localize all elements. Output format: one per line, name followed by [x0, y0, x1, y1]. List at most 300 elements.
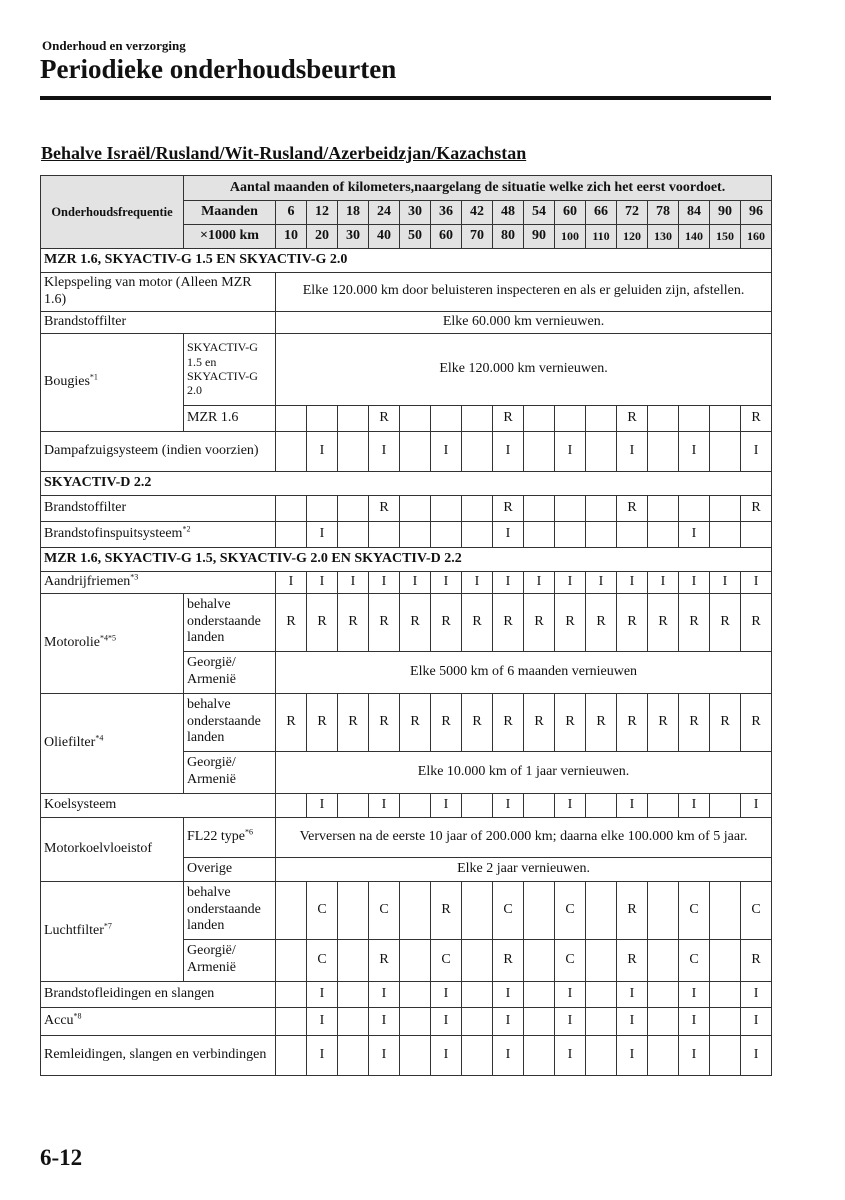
- schedule-cell-text: I: [753, 573, 759, 589]
- schedule-cell: [555, 521, 586, 547]
- schedule-cell-text: R: [565, 613, 575, 629]
- sub-label-text: Georgië/ Armenië: [187, 943, 236, 976]
- schedule-cell-text: I: [691, 985, 697, 1001]
- schedule-cell: [493, 793, 524, 817]
- title-rule: [40, 96, 771, 100]
- km-value-text: 110: [592, 229, 610, 244]
- interval-note-text: Elke 2 jaar vernieuwen.: [457, 860, 591, 876]
- schedule-cell-text: R: [441, 713, 451, 729]
- schedule-cell-text: I: [536, 573, 542, 589]
- schedule-cell-text: I: [381, 442, 387, 458]
- km-value-text: 50: [408, 228, 422, 244]
- schedule-cell: [431, 1007, 462, 1035]
- schedule-cell-text: R: [441, 613, 451, 629]
- schedule-cell-text: I: [691, 796, 697, 812]
- schedule-cell: [555, 981, 586, 1007]
- schedule-cell: [493, 405, 524, 431]
- sub-label-text: Georgië/ Armenië: [187, 755, 236, 788]
- table-row: [41, 521, 772, 547]
- schedule-cell-text: I: [629, 985, 635, 1001]
- schedule-cell: [741, 1007, 772, 1035]
- schedule-cell-text: R: [379, 713, 389, 729]
- schedule-cell-text: I: [505, 1012, 511, 1028]
- schedule-cell: [555, 939, 586, 981]
- table-row: [41, 593, 772, 651]
- schedule-cell: [338, 981, 369, 1007]
- schedule-cell-text: I: [691, 1046, 697, 1062]
- schedule-cell-text: I: [753, 1012, 759, 1028]
- km-value: [338, 225, 369, 249]
- month-value-text: 72: [625, 204, 639, 220]
- schedule-cell: [369, 881, 400, 939]
- km-value: [307, 225, 338, 249]
- item-label-text: Accu: [44, 1012, 74, 1028]
- schedule-cell: [679, 405, 710, 431]
- schedule-cell: [276, 495, 307, 521]
- item-label-text: Brandstofinspuitsysteem: [44, 525, 183, 541]
- schedule-cell: [555, 571, 586, 593]
- schedule-cell-text: I: [753, 796, 759, 812]
- schedule-cell: [555, 431, 586, 471]
- schedule-cell: [369, 495, 400, 521]
- item-label-text: Klepspeling van motor (Alleen MZR 1.6): [44, 275, 252, 307]
- schedule-cell-text: I: [567, 985, 573, 1001]
- footnote-marker: *6: [244, 827, 253, 837]
- schedule-cell: [524, 793, 555, 817]
- sub-label-text: FL22 type: [187, 828, 245, 844]
- schedule-cell-text: R: [286, 713, 296, 729]
- schedule-cell-text: I: [443, 442, 449, 458]
- schedule-cell-text: R: [596, 713, 606, 729]
- footnote-marker: *3: [130, 572, 139, 582]
- schedule-cell-text: C: [379, 901, 389, 917]
- schedule-cell: [400, 521, 431, 547]
- schedule-cell: [741, 981, 772, 1007]
- schedule-cell-text: R: [565, 713, 575, 729]
- month-value-text: 66: [594, 204, 608, 220]
- schedule-cell: [648, 881, 679, 939]
- month-value-text: 36: [439, 204, 453, 220]
- schedule-cell: [400, 495, 431, 521]
- schedule-cell-text: C: [565, 901, 575, 917]
- schedule-cell-text: I: [629, 796, 635, 812]
- sub-label: [184, 857, 276, 881]
- schedule-cell: [586, 495, 617, 521]
- month-value: [679, 201, 710, 225]
- schedule-cell: [369, 981, 400, 1007]
- schedule-cell-text: R: [379, 499, 389, 515]
- schedule-cell-text: R: [627, 409, 637, 425]
- schedule-cell: [648, 939, 679, 981]
- schedule-cell: [679, 1007, 710, 1035]
- km-value: [524, 225, 555, 249]
- schedule-cell: [524, 939, 555, 981]
- schedule-cell: [586, 981, 617, 1007]
- schedule-cell-text: I: [567, 573, 573, 589]
- section-header: [41, 547, 772, 571]
- km-value-text: 60: [439, 228, 453, 244]
- schedule-cell: [431, 593, 462, 651]
- schedule-cell-text: C: [565, 951, 575, 967]
- schedule-cell: [710, 981, 741, 1007]
- footnote-marker: *7: [103, 921, 112, 931]
- schedule-cell: [493, 981, 524, 1007]
- sub-label: [184, 939, 276, 981]
- sub-label-text: SKYACTIV-G 1.5 en SKYACTIV-G 2.0: [187, 340, 258, 398]
- month-value: [741, 201, 772, 225]
- schedule-cell: [710, 793, 741, 817]
- schedule-cell-text: R: [689, 713, 699, 729]
- schedule-cell: [741, 793, 772, 817]
- schedule-cell-text: I: [505, 985, 511, 1001]
- schedule-cell: [524, 495, 555, 521]
- km-value: [555, 225, 586, 249]
- schedule-cell: [617, 1007, 648, 1035]
- schedule-cell: [369, 793, 400, 817]
- schedule-cell-text: I: [412, 573, 418, 589]
- schedule-cell-text: I: [691, 442, 697, 458]
- schedule-cell: [617, 431, 648, 471]
- schedule-cell: [400, 693, 431, 751]
- schedule-cell: [431, 521, 462, 547]
- schedule-cell-text: R: [441, 901, 451, 917]
- schedule-cell: [369, 1035, 400, 1075]
- schedule-cell: [369, 521, 400, 547]
- schedule-cell: [555, 793, 586, 817]
- table-row: [41, 249, 772, 273]
- month-value-text: 12: [315, 204, 329, 220]
- interval-note: [276, 273, 772, 312]
- item-label-text: Motorkoelvloeistof: [44, 840, 153, 856]
- sub-label-text: behalve onderstaande landen: [187, 596, 261, 646]
- schedule-cell-text: R: [348, 613, 358, 629]
- item-label: [41, 521, 276, 547]
- item-label-text: Brandstofleidingen en slangen: [44, 985, 215, 1001]
- schedule-cell: [586, 521, 617, 547]
- section-header-text: MZR 1.6, SKYACTIV-G 1.5, SKYACTIV-G 2.0 EN SKYACTIV-D 2.2: [44, 550, 462, 566]
- interval-note: [276, 651, 772, 693]
- schedule-cell-text: I: [381, 1012, 387, 1028]
- schedule-cell-text: R: [472, 713, 482, 729]
- schedule-cell: [555, 881, 586, 939]
- schedule-cell: [276, 693, 307, 751]
- schedule-cell-text: R: [503, 499, 513, 515]
- schedule-cell: [617, 939, 648, 981]
- schedule-cell: [710, 1035, 741, 1075]
- item-label-text: Oliefilter: [44, 734, 96, 750]
- km-value: [617, 225, 648, 249]
- schedule-cell-text: R: [379, 409, 389, 425]
- item-label: [41, 495, 276, 521]
- schedule-cell-text: I: [319, 525, 325, 541]
- schedule-cell-text: I: [381, 796, 387, 812]
- table-row: [41, 817, 772, 857]
- schedule-cell: [369, 593, 400, 651]
- schedule-cell: [648, 431, 679, 471]
- sub-label: [184, 693, 276, 751]
- schedule-cell-text: R: [720, 713, 730, 729]
- schedule-cell-text: I: [629, 442, 635, 458]
- interval-note: [276, 333, 772, 405]
- schedule-cell: [307, 881, 338, 939]
- schedule-cell-text: I: [691, 573, 697, 589]
- schedule-cell-text: I: [629, 1012, 635, 1028]
- km-value-text: 150: [716, 229, 734, 244]
- schedule-cell-text: I: [505, 573, 511, 589]
- months-label-text: Maanden: [201, 204, 258, 220]
- frequency-header: [41, 176, 184, 249]
- schedule-cell: [741, 1035, 772, 1075]
- item-label: [41, 793, 276, 817]
- schedule-cell: [400, 939, 431, 981]
- schedule-cell-text: R: [348, 713, 358, 729]
- month-value: [586, 201, 617, 225]
- schedule-cell: [617, 693, 648, 751]
- month-value-text: 48: [501, 204, 515, 220]
- item-label-text: Brandstoffilter: [44, 499, 127, 515]
- schedule-cell: [555, 1035, 586, 1075]
- schedule-cell-text: R: [751, 613, 761, 629]
- sub-label: [184, 751, 276, 793]
- interval-note-text: Elke 60.000 km vernieuwen.: [442, 313, 605, 329]
- km-value-text: 10: [284, 228, 298, 244]
- schedule-cell: [400, 793, 431, 817]
- table-row: [41, 547, 772, 571]
- schedule-cell: [276, 593, 307, 651]
- schedule-cell: [586, 593, 617, 651]
- month-value-text: 30: [408, 204, 422, 220]
- schedule-cell: [555, 1007, 586, 1035]
- km-value-text: 70: [470, 228, 484, 244]
- footnote-marker: *4*5: [100, 633, 116, 643]
- schedule-cell-text: I: [567, 1046, 573, 1062]
- schedule-cell: [338, 1007, 369, 1035]
- schedule-cell-text: C: [317, 901, 327, 917]
- schedule-cell-text: I: [381, 1046, 387, 1062]
- table-row: [41, 431, 772, 471]
- schedule-cell: [524, 881, 555, 939]
- page-number: 6-12: [40, 1145, 83, 1170]
- schedule-cell-text: R: [751, 409, 761, 425]
- schedule-cell: [276, 431, 307, 471]
- schedule-cell: [276, 521, 307, 547]
- schedule-cell-text: I: [505, 1046, 511, 1062]
- schedule-cell: [400, 431, 431, 471]
- schedule-cell: [493, 593, 524, 651]
- interval-note: [276, 817, 772, 857]
- km-label-text: ×1000 km: [200, 228, 259, 244]
- schedule-cell-text: I: [629, 1046, 635, 1062]
- km-value-text: 80: [501, 228, 515, 244]
- month-value: [555, 201, 586, 225]
- schedule-cell: [679, 981, 710, 1007]
- schedule-cell: [617, 1035, 648, 1075]
- schedule-cell-text: I: [319, 796, 325, 812]
- month-value-text: 54: [532, 204, 546, 220]
- schedule-cell: [710, 881, 741, 939]
- schedule-cell: [462, 1035, 493, 1075]
- schedule-cell-text: I: [474, 573, 480, 589]
- schedule-cell: [586, 881, 617, 939]
- schedule-cell-text: I: [691, 525, 697, 541]
- months-label: [184, 201, 276, 225]
- schedule-cell: [524, 1007, 555, 1035]
- month-value: [493, 201, 524, 225]
- sub-label: [184, 817, 276, 857]
- schedule-cell: [679, 1035, 710, 1075]
- table-row: [41, 333, 772, 405]
- schedule-cell-text: R: [751, 713, 761, 729]
- schedule-cell: [710, 431, 741, 471]
- schedule-cell-text: R: [658, 613, 668, 629]
- month-value-text: 96: [749, 204, 764, 220]
- table-row: [41, 273, 772, 312]
- schedule-cell-text: R: [317, 713, 327, 729]
- schedule-cell-text: C: [689, 901, 699, 917]
- schedule-cell: [741, 495, 772, 521]
- schedule-cell: [276, 981, 307, 1007]
- schedule-cell-text: I: [567, 1012, 573, 1028]
- km-value-text: 100: [561, 229, 579, 244]
- schedule-cell: [493, 1007, 524, 1035]
- schedule-cell: [710, 939, 741, 981]
- schedule-cell: [710, 1007, 741, 1035]
- km-value: [369, 225, 400, 249]
- schedule-cell-text: R: [627, 613, 637, 629]
- schedule-cell-text: R: [627, 499, 637, 515]
- schedule-cell: [555, 693, 586, 751]
- schedule-cell: [400, 405, 431, 431]
- interval-note: [276, 857, 772, 881]
- schedule-cell: [369, 405, 400, 431]
- schedule-cell-text: I: [753, 442, 759, 458]
- schedule-cell-text: C: [503, 901, 513, 917]
- schedule-cell: [307, 571, 338, 593]
- schedule-cell-text: I: [381, 573, 387, 589]
- schedule-cell: [586, 1035, 617, 1075]
- schedule-cell: [276, 1035, 307, 1075]
- interval-note: [276, 311, 772, 333]
- schedule-cell: [338, 881, 369, 939]
- schedule-cell: [679, 495, 710, 521]
- schedule-cell: [307, 431, 338, 471]
- item-label-text: Luchtfilter: [44, 922, 104, 938]
- schedule-cell: [524, 593, 555, 651]
- schedule-cell: [493, 495, 524, 521]
- item-label: [41, 881, 184, 981]
- interval-note-text: Elke 10.000 km of 1 jaar vernieuwen.: [417, 763, 630, 779]
- schedule-cell-text: I: [567, 442, 573, 458]
- month-value: [524, 201, 555, 225]
- schedule-cell-text: I: [381, 985, 387, 1001]
- schedule-cell: [586, 693, 617, 751]
- item-label: [41, 311, 276, 333]
- schedule-cell-text: R: [503, 613, 513, 629]
- km-value-text: 20: [315, 228, 329, 244]
- schedule-cell-text: R: [317, 613, 327, 629]
- month-value: [338, 201, 369, 225]
- schedule-cell-text: I: [319, 985, 325, 1001]
- schedule-cell-text: I: [691, 1012, 697, 1028]
- schedule-cell: [431, 495, 462, 521]
- schedule-cell: [710, 571, 741, 593]
- maintenance-schedule-table: [40, 175, 772, 1076]
- schedule-cell-text: I: [443, 1012, 449, 1028]
- schedule-cell: [710, 593, 741, 651]
- schedule-cell: [431, 981, 462, 1007]
- schedule-cell: [462, 571, 493, 593]
- sub-label: [184, 405, 276, 431]
- schedule-cell-text: R: [503, 409, 513, 425]
- schedule-cell: [679, 939, 710, 981]
- item-label: [41, 817, 184, 881]
- sub-label-text: behalve onderstaande landen: [187, 884, 261, 934]
- section-header: [41, 471, 772, 495]
- schedule-cell: [338, 431, 369, 471]
- schedule-cell-text: I: [753, 1046, 759, 1062]
- km-value-text: 160: [747, 229, 766, 244]
- schedule-cell-text: I: [319, 573, 325, 589]
- month-value: [462, 201, 493, 225]
- footnote-marker: *1: [89, 372, 98, 382]
- schedule-cell: [431, 431, 462, 471]
- month-value-text: 18: [346, 204, 360, 220]
- schedule-cell-text: R: [379, 613, 389, 629]
- item-label-text: Motorolie: [44, 634, 100, 650]
- schedule-cell: [648, 693, 679, 751]
- footnote-marker: *4: [95, 733, 104, 743]
- sub-label-text: Overige: [187, 860, 233, 876]
- footnote-marker: *8: [73, 1011, 82, 1021]
- schedule-cell-text: R: [286, 613, 296, 629]
- schedule-cell: [338, 939, 369, 981]
- schedule-cell: [369, 693, 400, 751]
- schedule-cell-text: I: [598, 573, 604, 589]
- schedule-cell-text: R: [503, 951, 513, 967]
- section-header-text: MZR 1.6, SKYACTIV-G 1.5 EN SKYACTIV-G 2.0: [44, 252, 348, 268]
- item-label-text: Koelsysteem: [44, 796, 117, 812]
- schedule-cell: [524, 1035, 555, 1075]
- month-value-text: 24: [377, 204, 391, 220]
- schedule-cell-text: R: [379, 951, 389, 967]
- month-value-text: 84: [687, 204, 701, 220]
- schedule-cell: [648, 593, 679, 651]
- schedule-cell-text: I: [505, 525, 511, 541]
- schedule-cell-text: R: [534, 713, 544, 729]
- schedule-cell: [648, 405, 679, 431]
- schedule-cell: [493, 431, 524, 471]
- schedule-cell: [276, 405, 307, 431]
- item-label-text: Bougies: [44, 373, 90, 389]
- month-value: [369, 201, 400, 225]
- month-value-text: 60: [563, 204, 577, 220]
- item-label: [41, 981, 276, 1007]
- schedule-cell: [741, 939, 772, 981]
- schedule-cell-text: R: [627, 901, 637, 917]
- schedule-cell-text: I: [753, 985, 759, 1001]
- km-value: [710, 225, 741, 249]
- schedule-cell: [369, 939, 400, 981]
- km-value-text: 140: [685, 229, 703, 244]
- month-value: [648, 201, 679, 225]
- schedule-cell: [462, 495, 493, 521]
- schedule-cell: [462, 521, 493, 547]
- item-label: [41, 1035, 276, 1075]
- region-subtitle: Behalve Israël/Rusland/Wit-Rusland/Azerbeidzjan/Kazachstan: [41, 143, 527, 163]
- schedule-cell-text: C: [441, 951, 451, 967]
- schedule-cell: [338, 593, 369, 651]
- schedule-cell-text: R: [720, 613, 730, 629]
